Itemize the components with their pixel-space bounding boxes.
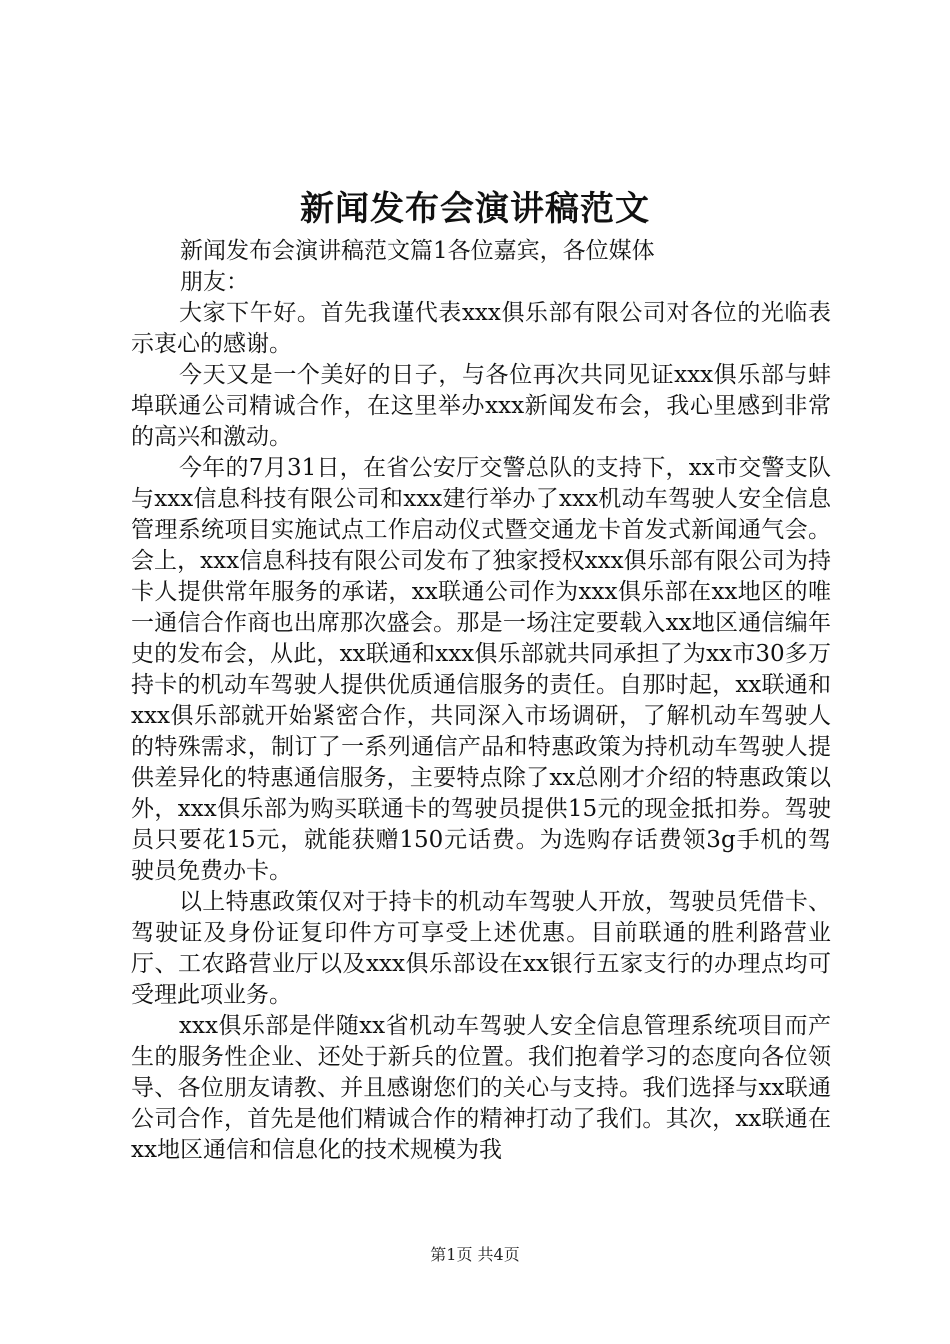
paragraph: 今天又是一个美好的日子，与各位再次共同见证xxx俱乐部与蚌埠联通公司精诚合作，在这里举办xxx新闻发布会，我心里感到非常的高兴和激动。 — [131, 362, 831, 450]
paragraph: 大家下午好。首先我谨代表xxx俱乐部有限公司对各位的光临表示衷心的感谢。 — [131, 300, 831, 357]
paragraph: 以上特惠政策仅对于持卡的机动车驾驶人开放，驾驶员凭借卡、驾驶证及身份证复印件方可享受上述优惠。目前联通的胜利路营业厅、工农路营业厅以及xxx俱乐部设在xx银行五家支行的办理点均可受理此项业务。 — [131, 889, 831, 1008]
intro-line: 新闻发布会演讲稿范文篇1各位嘉宾，各位媒体 — [180, 238, 655, 264]
page-footer: 第1页 共4页 — [430, 1245, 520, 1264]
document-body — [131, 298, 831, 1166]
document-title: 新闻发布会演讲稿范文 — [300, 189, 650, 229]
paragraph: 今年的7月31日，在省公安厅交警总队的支持下，xx市交警支队与xxx信息科技有限公司和xxx建行举办了xxx机动车驾驶人安全信息管理系统项目实施试点工作启动仪式暨交通龙卡首发式新闻通气会。会上，xxx信息科技有限公司发布了独家授权xxx俱乐部有限公司为持卡人提供常年服务的承诺，xx联通公司作为xxx俱乐部在xx地区的唯一通信合作商也出席那次盛会。那是一场注定要载入xx地区通信编年史的发布会，从此，xx联通和xxx俱乐部就共同承担了为xx市30多万持卡的机动车驾驶人提供优质通信服务的责任。自那时起，xx联通和xxx俱乐部就开始紧密合作，共同深入市场调研，了解机动车驾驶人的特殊需求，制订了一系列通信产品和特惠政策为持机动车驾驶人提供差异化的特惠通信服务，主要特点除了xx总刚才介绍的特惠政策以外，xxx俱乐部为购买联通卡的驾驶员提供15元的现金抵扣券。驾驶员只要花15元，就能获赠150元话费。为选购存话费领3g手机的驾驶员免费办卡。 — [131, 455, 831, 884]
intro-line-continued: 朋友： — [180, 269, 249, 295]
paragraph: xxx俱乐部是伴随xx省机动车驾驶人安全信息管理系统项目而产生的服务性企业、还处于新兵的位置。我们抱着学习的态度向各位领导、各位朋友请教、并且感谢您们的关心与支持。我们选择与xx联通公司合作，首先是他们精诚合作的精神打动了我们。其次，xx联通在xx地区通信和信息化的技术规模为我 — [131, 1013, 831, 1163]
